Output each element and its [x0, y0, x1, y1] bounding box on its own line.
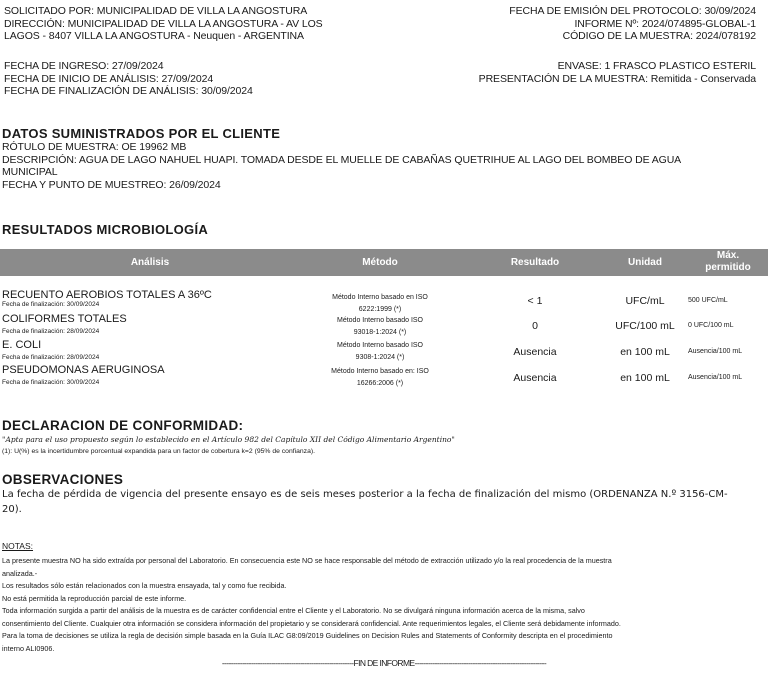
- method-cell: [310, 366, 450, 390]
- notes-title: NOTAS:: [2, 541, 34, 551]
- result-cell: Ausencia: [513, 346, 557, 358]
- result-cell: 0: [532, 320, 538, 332]
- col-unit: Unidad: [628, 257, 662, 268]
- max-cell: 0 UFC/100 mL: [688, 322, 734, 329]
- analysis-start-date: FECHA DE INICIO DE ANÁLISIS: 27/09/2024: [4, 72, 214, 85]
- requester-line: SOLICITADO POR: MUNICIPALIDAD DE VILLA LA ANGOSTURA: [4, 5, 308, 17]
- results-table-header: [0, 249, 768, 276]
- max-cell: Ausencia/100 mL: [688, 348, 743, 355]
- results-title: RESULTADOS MICROBIOLOGÍA: [2, 222, 209, 237]
- header-requester: [4, 5, 323, 43]
- col-method: Método: [362, 257, 398, 268]
- note-line: interno ALI0906.: [2, 643, 55, 653]
- dates-block: [4, 60, 253, 98]
- unit-cell: UFC/100 mL: [615, 320, 675, 332]
- client-data: [2, 141, 681, 191]
- unit-cell: en 100 mL: [620, 372, 670, 384]
- address-line: DIRECCIÓN: MUNICIPALIDAD DE VILLA LA ANGOSTURA - AV LOS: [4, 17, 323, 30]
- note-line: Los resultados sólo están relacionados con la muestra ensayada, tal y como fue recibida.: [2, 581, 287, 590]
- conformity-title: DECLARACION DE CONFORMIDAD:: [2, 418, 244, 433]
- method-line: Método Interno basado en: ISO: [331, 368, 429, 375]
- col-max: [688, 250, 768, 274]
- observations-title: OBSERVACIONES: [2, 472, 124, 487]
- table-row: [2, 313, 127, 335]
- method-line: Método Interno basado ISO: [337, 342, 423, 349]
- method-line: 93018-1:2024 (*): [353, 329, 407, 336]
- col-analysis: Análisis: [130, 257, 170, 268]
- sample-code: CÓDIGO DE LA MUESTRA: 2024/078192: [562, 30, 756, 42]
- conformity-statement: "Apta para el uso propuesto según lo establecido en el Artículo 982 del Capítulo XII del Código Alimentario Argentino": [2, 435, 455, 444]
- max-cell: 500 UFC/mL: [688, 297, 728, 304]
- analysis-end-date: Fecha de finalización: 28/09/2024: [2, 328, 100, 335]
- note-line: Toda información surgida a partir del análisis de la muestra es de carácter confidencial entre el Cliente y el Laboratorio. No se divulgará ninguna información acerca de la misma, salvo: [2, 606, 585, 615]
- method-line: Método Interno basado ISO: [337, 317, 423, 324]
- sampling-date: FECHA Y PUNTO DE MUESTREO: 26/09/2024: [2, 178, 221, 191]
- notes-list: [2, 555, 621, 655]
- method-cell: [310, 292, 450, 316]
- end-of-report: -----------------------------------------------------------FIN DE INFORME-----------------------------------------------------------: [221, 658, 547, 668]
- note-line: analizada.-: [2, 568, 38, 578]
- uncertainty-note: (1): U(%) es la incertidumbre porcentual expandida para un factor de cobertura k=2 (95% de confianza).: [2, 448, 316, 455]
- analysis-name: PSEUDOMONAS AERUGINOSA: [2, 364, 165, 376]
- unit-cell: UFC/mL: [625, 295, 665, 307]
- report-number: INFORME Nº: 2024/074895-GLOBAL-1: [574, 17, 756, 30]
- analysis-end-date: Fecha de finalización: 30/09/2024: [2, 301, 100, 308]
- client-data-title: DATOS SUMINISTRADOS POR EL CLIENTE: [2, 126, 281, 141]
- note-line: Para la toma de decisiones se utiliza la regla de decisión simple basada en la Guía ILAC G8:09/2019 Guidelines on Decision Rules and Statements of Conformity descripta en el procedimiento: [2, 631, 613, 640]
- note-line: consentimiento del Cliente. Cualquier otra información se considera información del propietario y se considerará confidencial. Ante requerimientos legales, el Cliente será debidamente informado.: [2, 618, 621, 628]
- max-cell: Ausencia/100 mL: [688, 374, 743, 381]
- unit-cell: en 100 mL: [620, 346, 670, 358]
- container-block: [479, 60, 756, 85]
- header-protocol: [509, 5, 756, 43]
- col-max-line1: Máx.: [716, 250, 740, 261]
- col-result: Resultado: [510, 257, 560, 268]
- observations-text: La fecha de pérdida de vigencia del presente ensayo es de seis meses posterior a la fecha de finalización del mismo (ORDENANZA N.º 3156-CM-20).: [2, 489, 728, 515]
- container-info: ENVASE: 1 FRASCO PLASTICO ESTERIL: [557, 60, 756, 72]
- method-cell: [310, 315, 450, 339]
- analysis-name: E. COLI: [2, 339, 42, 351]
- table-row: [2, 289, 212, 308]
- method-line: 6222:1999 (*): [358, 306, 402, 313]
- analysis-end-date: FECHA DE FINALIZACIÓN DE ANÁLISIS: 30/09/2024: [4, 85, 253, 97]
- method-line: 9308-1:2024 (*): [355, 354, 405, 361]
- sample-label: RÓTULO DE MUESTRA: OE 19962 MB: [2, 141, 187, 153]
- method-line: 16266:2006 (*): [356, 380, 404, 387]
- entry-date: FECHA DE INGRESO: 27/09/2024: [4, 60, 164, 72]
- result-cell: Ausencia: [513, 372, 557, 384]
- address-line: LAGOS - 8407 VILLA LA ANGOSTURA - Neuquen - ARGENTINA: [4, 30, 304, 42]
- note-line: No está permitida la reproducción parcial de este informe.: [2, 593, 187, 603]
- sample-description: DESCRIPCIÓN: AGUA DE LAGO NAHUEL HUAPI. TOMADA DESDE EL MUELLE DE CABAÑAS QUETRIHUE AL LAGO DEL BOMBEO DE AGUA: [2, 153, 682, 166]
- method-cell: [310, 340, 450, 364]
- note-line: La presente muestra NO ha sido extraída por personal del Laboratorio. En consecuencia este NO se hace responsable del método de extracción utilizado y/o la real procedencia de la muestra: [2, 556, 612, 565]
- analysis-name: RECUENTO AEROBIOS TOTALES A 36ºC: [2, 289, 212, 301]
- sample-description-cont: MUNICIPAL: [2, 166, 58, 178]
- table-row: [2, 339, 99, 361]
- result-cell: < 1: [527, 295, 543, 307]
- analysis-name: COLIFORMES TOTALES: [2, 313, 127, 325]
- method-line: Método Interno basado en ISO: [332, 294, 428, 301]
- analysis-end-date: Fecha de finalización: 28/09/2024: [2, 354, 100, 361]
- sample-presentation: PRESENTACIÓN DE LA MUESTRA: Remitida - Conservada: [478, 72, 756, 85]
- table-row: [2, 364, 165, 386]
- emission-date: FECHA DE EMISIÓN DEL PROTOCOLO: 30/09/2024: [509, 5, 756, 17]
- col-max-line2: permitido: [705, 262, 751, 273]
- analysis-end-date: Fecha de finalización: 30/09/2024: [2, 379, 100, 386]
